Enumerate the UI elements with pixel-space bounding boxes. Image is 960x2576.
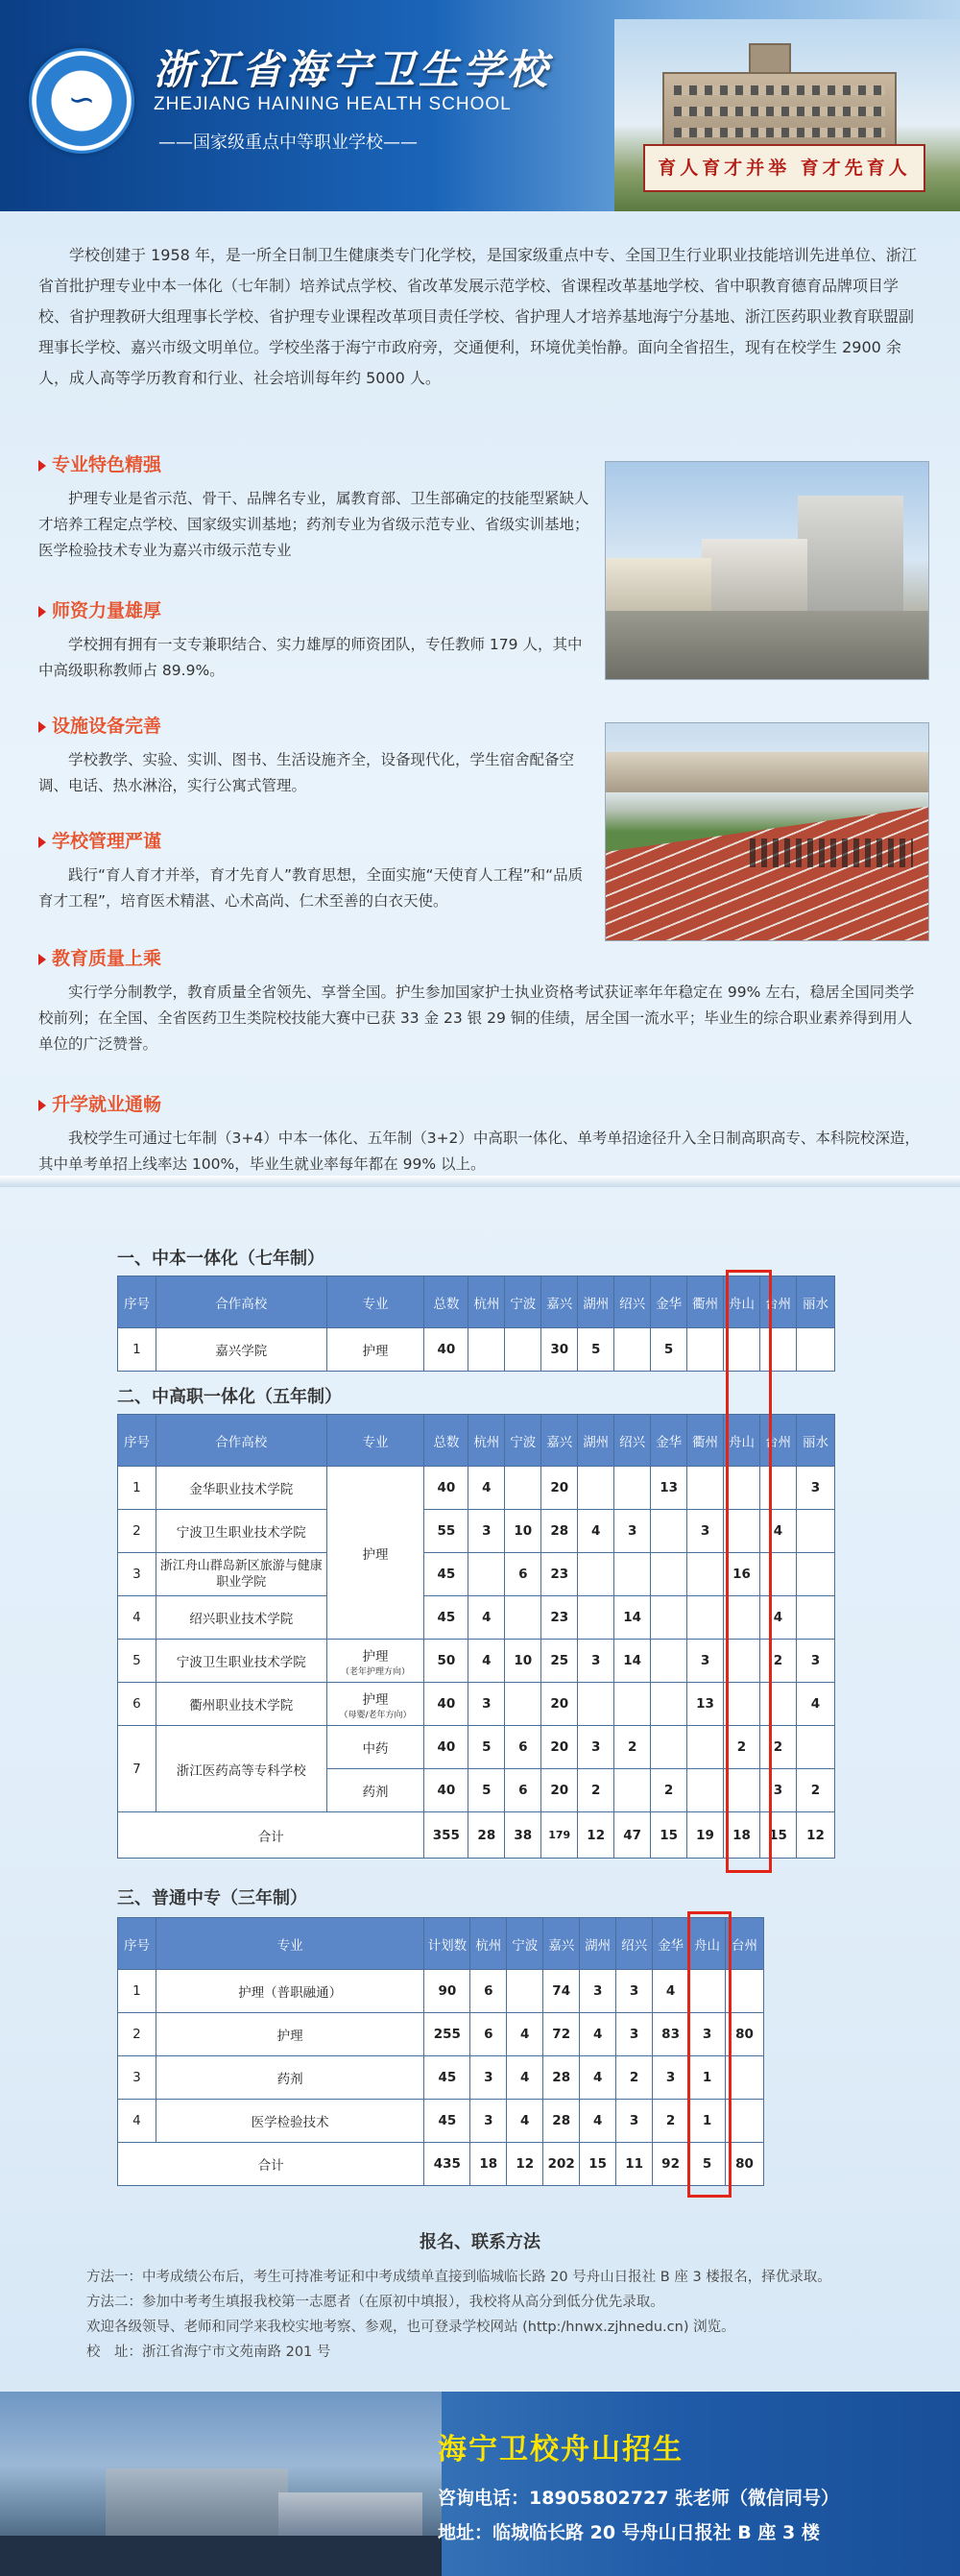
- arrow-icon: [38, 606, 46, 618]
- city-header: 绍兴: [614, 1276, 651, 1328]
- city-header: 舟山: [689, 1918, 726, 1970]
- section-title: 学校管理严谨: [52, 831, 162, 852]
- arrow-icon: [38, 721, 46, 733]
- footer-title: 海宁卫校舟山招生: [438, 2433, 684, 2467]
- school-name-en: ZHEJIANG HAINING HEALTH SCHOOL: [154, 94, 512, 114]
- intro-paragraph: 学校创建于 1958 年，是一所全日制卫生健康类专门化学校，是国家级重点中专、全国卫生行业职业技能培训先进单位、浙江省首批护理专业中本一体化（七年制）培养试点学校、省改革发展示范学校、省课程改革基地学校、省中职教育德育品牌项目学校、省护理教研大组理事长学校、省护理专业课程改革项目责任学校、省护理人才培养基地海宁分基地、浙江医药职业教育联盟副理事长学校、嘉兴市级文明单位。学校坐落于海宁市政府旁，交通便利，环境优美怡静。面向全省招生，现有在校学生 2900 余人，成人高等学历教育和行业、社会培训每年约 5000 人。: [38, 246, 917, 387]
- table-sum-row: 合计 355 28 38 179 12 47 15 19 18 15 12: [118, 1812, 835, 1859]
- city-header: 绍兴: [614, 1415, 651, 1467]
- arrow-icon: [38, 954, 46, 965]
- city-header: 金华: [651, 1415, 687, 1467]
- city-header: 丽水: [796, 1415, 834, 1467]
- footer-address: 地址：临城临长路 20 号舟山日报社 B 座 3 楼: [438, 2522, 820, 2543]
- city-header: 嘉兴: [543, 1918, 580, 1970]
- section-major: [38, 451, 595, 564]
- arrow-icon: [38, 1100, 46, 1111]
- school-name-cn: 浙江省海宁卫生学校: [154, 46, 552, 93]
- table-row: 2 宁波卫生职业技术学院 55 3 10 28 4 3 3 4: [118, 1510, 835, 1553]
- header-banner: [0, 0, 960, 211]
- city-header: 台州: [759, 1415, 796, 1467]
- section-text: 学校教学、实验、实训、图书、生活设施齐全，设备现代化，学生宿舍配备空调、电话、热水淋浴，实行公寓式管理。: [38, 751, 575, 794]
- table-row: 1 金华职业技术学院 护理 40 4 20 13 3: [118, 1467, 835, 1510]
- city-header: 绍兴: [616, 1918, 653, 1970]
- table-title: 三、普通中专（三年制）: [117, 1888, 307, 1908]
- contact-line: 方法一：中考成绩公布后，考生可持准考证和中考成绩单直接到临城临长路 20 号舟山日报社 B 座 3 楼报名，择优录取。: [86, 2270, 831, 2285]
- zhoushan-highlight-box: [726, 1270, 772, 1873]
- section-text: 学校拥有拥有一支专兼职结合、实力雄厚的师资团队，专任教师 179 人，其中中高级职称教师占 89.9%。: [38, 636, 583, 679]
- city-header: 金华: [653, 1918, 689, 1970]
- table-sum-row: 合计 435 18 12 202 15 11 92 5 80: [118, 2143, 764, 2186]
- city-header: 舟山: [724, 1415, 760, 1467]
- city-header: 丽水: [796, 1276, 834, 1328]
- table-row: 1 护理（普职融通） 90 6 74 3 3 4: [118, 1970, 764, 2013]
- divider: [0, 1176, 960, 1187]
- school-subtitle: ——国家级重点中等职业学校——: [158, 133, 418, 153]
- city-header: 嘉兴: [541, 1276, 578, 1328]
- city-header: 台州: [760, 1276, 797, 1328]
- section-management: [38, 828, 595, 914]
- contact-line: 方法二：参加中考考生填报我校第一志愿者（在原初中填报），我校将从高分到低分优先录取。: [86, 2295, 664, 2310]
- campus-footer-photo: [0, 2392, 442, 2576]
- contact-lines: [86, 2265, 912, 2365]
- city-header: 金华: [651, 1276, 687, 1328]
- table-row: 1 嘉兴学院 护理 40 30 5 5: [118, 1328, 835, 1372]
- section-teachers: [38, 597, 595, 684]
- city-header: 杭州: [470, 1918, 507, 1970]
- section-text: 护理专业是省示范、骨干、品牌名专业，属教育部、卫生部确定的技能型紧缺人才培养工程定点学校、国家级实训基地；药剂专业为省级示范专业、省级实训基地；医学检验技术专业为嘉兴市级示范专业: [38, 490, 589, 559]
- city-header: 湖州: [578, 1415, 614, 1467]
- section-title: 专业特色精强: [52, 454, 162, 475]
- contact-line: 校 址：浙江省海宁市文苑南路 201 号: [86, 2345, 331, 2360]
- table-row: 5 宁波卫生职业技术学院 护理 （老年护理方向） 50 4 10 25 3 14 3 2 3: [118, 1640, 835, 1683]
- table-row: 4 医学检验技术 45 3 4 28 4 3 2 1: [118, 2100, 764, 2143]
- table-header-row: 序号 合作高校 专业 总数 杭州 宁波 嘉兴 湖州 绍兴 金华 衢州 舟山 台州 丽水: [118, 1276, 835, 1328]
- table-row: 7 浙江医药高等专科学校 中药 40 5 6 20 3 2 2 2: [118, 1726, 835, 1769]
- table-title: 二、中高职一体化（五年制）: [117, 1387, 342, 1407]
- city-header: 台州: [725, 1918, 763, 1970]
- footer-phone: 咨询电话：18905802727 张老师（微信同号）: [438, 2488, 840, 2509]
- contact-line: 欢迎各级领导、老师和同学来我校实地考察、参观，也可登录学校网站 (http:/hnwx.zjhnedu.cn) 浏览。: [86, 2320, 735, 2335]
- sports-field-photo: [605, 722, 929, 941]
- table-row: 药剂 40 5 6 20 2 2 3 2: [118, 1769, 835, 1812]
- zhoushan-highlight-box: [687, 1911, 732, 2198]
- section-quality: [38, 945, 925, 1057]
- campus-photo: [605, 461, 929, 680]
- campus-building-photo: [614, 19, 960, 211]
- section-title: 设施设备完善: [52, 716, 162, 737]
- section-title: 教育质量上乘: [52, 948, 162, 969]
- table-row: 4 绍兴职业技术学院 45 4 23 14 4: [118, 1596, 835, 1640]
- section-further-study: [38, 1091, 925, 1178]
- city-header: 湖州: [580, 1918, 616, 1970]
- logo-wave-icon: ∽: [67, 81, 96, 119]
- city-header: 衢州: [687, 1276, 724, 1328]
- city-header: 湖州: [578, 1276, 614, 1328]
- city-header: 宁波: [505, 1415, 541, 1467]
- city-header: 宁波: [505, 1276, 541, 1328]
- city-header: 舟山: [724, 1276, 760, 1328]
- section-title: 升学就业通畅: [52, 1094, 162, 1115]
- arrow-icon: [38, 837, 46, 848]
- table-row: 2 护理 255 6 4 72 4 3 83 3 80: [118, 2013, 764, 2056]
- footer-banner: [0, 2392, 960, 2576]
- section-text: 我校学生可通过七年制（3+4）中本一体化、五年制（3+2）中高职一体化、单考单招途径升入全日制高职高专、本科院校深造，其中单考单招上线率达 100%，毕业生就业率每年都在 99% 以上。: [38, 1130, 920, 1173]
- table-row: 6 衢州职业技术学院 护理 （母婴/老年方向） 40 3 20 13 4: [118, 1683, 835, 1726]
- section-text: 实行学分制教学，教育质量全省领先、享誉全国。护生参加国家护士执业资格考试获证率年年稳定在 99% 左右，稳居全国同类学校前列；在全国、全省医药卫生类院校技能大赛中已获 33 金 23 银 29 铜的佳绩，居全国一流水平；毕业生的综合职业素养得到用人单位的广泛赞誉。: [38, 984, 915, 1053]
- table-title: 一、中本一体化（七年制）: [117, 1249, 324, 1269]
- city-header: 宁波: [507, 1918, 543, 1970]
- contact-title: 报名、联系方法: [420, 2232, 540, 2252]
- city-header: 嘉兴: [541, 1415, 578, 1467]
- table-header-row: 序号 专业 计划数 杭州 宁波 嘉兴 湖州 绍兴 金华 舟山 台州: [118, 1918, 764, 1970]
- school-logo: [29, 48, 134, 154]
- section-title: 师资力量雄厚: [52, 600, 162, 621]
- arrow-icon: [38, 460, 46, 472]
- motto-banner: 育人育才并举 育才先育人: [643, 144, 925, 192]
- section-text: 践行“育人育才并举，育才先育人”教育思想，全面实施“天使育人工程”和“品质育才工程”，培育医术精湛、心术高尚、仁术至善的白衣天使。: [38, 866, 584, 910]
- city-header: 衢州: [687, 1415, 724, 1467]
- section-facilities: [38, 713, 595, 799]
- table-row: 3 药剂 45 3 4 28 4 2 3 1: [118, 2056, 764, 2100]
- city-header: 杭州: [468, 1415, 505, 1467]
- table-three-year: [117, 1917, 764, 2186]
- table-header-row: 序号 合作高校 专业 总数 杭州 宁波 嘉兴 湖州 绍兴 金华 衢州 舟山 台州 丽水: [118, 1415, 835, 1467]
- city-header: 杭州: [468, 1276, 505, 1328]
- table-row: 3 浙江舟山群岛新区旅游与健康职业学院 45 6 23 16: [118, 1553, 835, 1596]
